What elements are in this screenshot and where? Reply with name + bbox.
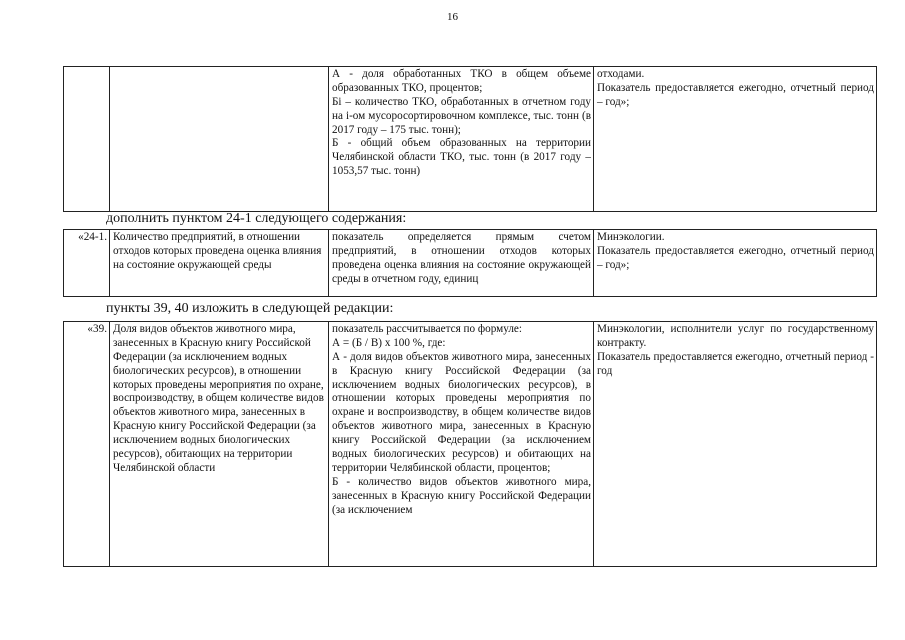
indicator-table-39 xyxy=(63,321,877,567)
method-line: А = (Б / В) х 100 %, где: xyxy=(332,336,446,349)
amendment-intro-2: пункты 39, 40 изложить в следующей редакции: xyxy=(106,301,394,316)
source-line: Показатель предоставляется ежегодно, отчетный период - год xyxy=(597,350,874,377)
source-line: Минэкологии. xyxy=(597,231,665,243)
indicator-table-continued xyxy=(63,66,877,212)
source-line: отходами. xyxy=(597,68,645,80)
table-cell-method xyxy=(329,322,594,567)
table-cell-method: показатель определяется прямым счетом предприятий, в отношении отходов которых проведена оценка влияния на состояние окружающей среды в отчетном году, единиц xyxy=(329,230,594,297)
source-line: Минэкологии, исполнители услуг по государственному контракту. xyxy=(597,323,874,349)
table-cell-name: Доля видов объектов животного мира, занесенных в Красную книгу Российской Федерации (за исключением водных биологических ресурсов), в отношении которых проведены мероприятия по охране, воспроизводству, в общем количестве видов объектов животного мира, занесенных в Красную книгу Российской Федерации (за исключением водных биологических ресурсов), обитающих на территории Челябинской области xyxy=(110,322,329,567)
method-line: показатель рассчитывается по формуле: xyxy=(332,323,523,335)
table-cell-source xyxy=(594,230,877,297)
table-cell-name: Количество предприятий, в отношении отходов которых проведена оценка влияния на состояние окружающей среды xyxy=(110,230,329,297)
method-line: Б - общий объем образованных на территории Челябинской области ТКО, тыс. тонн (в 2017 году – 1053,57 тыс. тонн) xyxy=(332,137,591,178)
table-cell-method xyxy=(329,67,594,212)
table-cell-number xyxy=(64,67,110,212)
table-cell-name xyxy=(110,67,329,212)
table-cell-number: «24-1. xyxy=(64,230,110,297)
method-line: Б - количество видов объектов животного мира, занесенных в Красную книгу Российской Федерации (за исключением xyxy=(332,475,591,516)
method-line: Бi – количество ТКО, обработанных в отчетном году на i-ом мусоросортировочном комплексе, тыс. тонн (в 2017 году – 175 тыс. тонн); xyxy=(332,95,591,136)
method-line: А - доля обработанных ТКО в общем объеме образованных ТКО, процентов; xyxy=(332,68,591,94)
method-line: А - доля видов объектов животного мира, занесенных в Красную книгу Российской Федерации (за исключением водных биологических ресурсов), в отношении которых проведены мероприятия по охране и воспроизводству, в общем количестве видов объектов животного мира, занесенных в Красную книгу Российской Федерации (за исключением водных биологических ресурсов) и обитающих на территории Челябинской области, процентов; xyxy=(332,350,591,474)
table-cell-source xyxy=(594,67,877,212)
table-cell-source xyxy=(594,322,877,567)
page-number: 16 xyxy=(447,11,458,23)
source-line: Показатель предоставляется ежегодно, отчетный период – год»; xyxy=(597,81,874,108)
source-line: Показатель предоставляется ежегодно, отчетный период – год»; xyxy=(597,244,874,271)
table-cell-number: «39. xyxy=(64,322,110,567)
indicator-table-24-1 xyxy=(63,229,877,297)
amendment-intro-1: дополнить пунктом 24-1 следующего содержания: xyxy=(106,211,407,226)
